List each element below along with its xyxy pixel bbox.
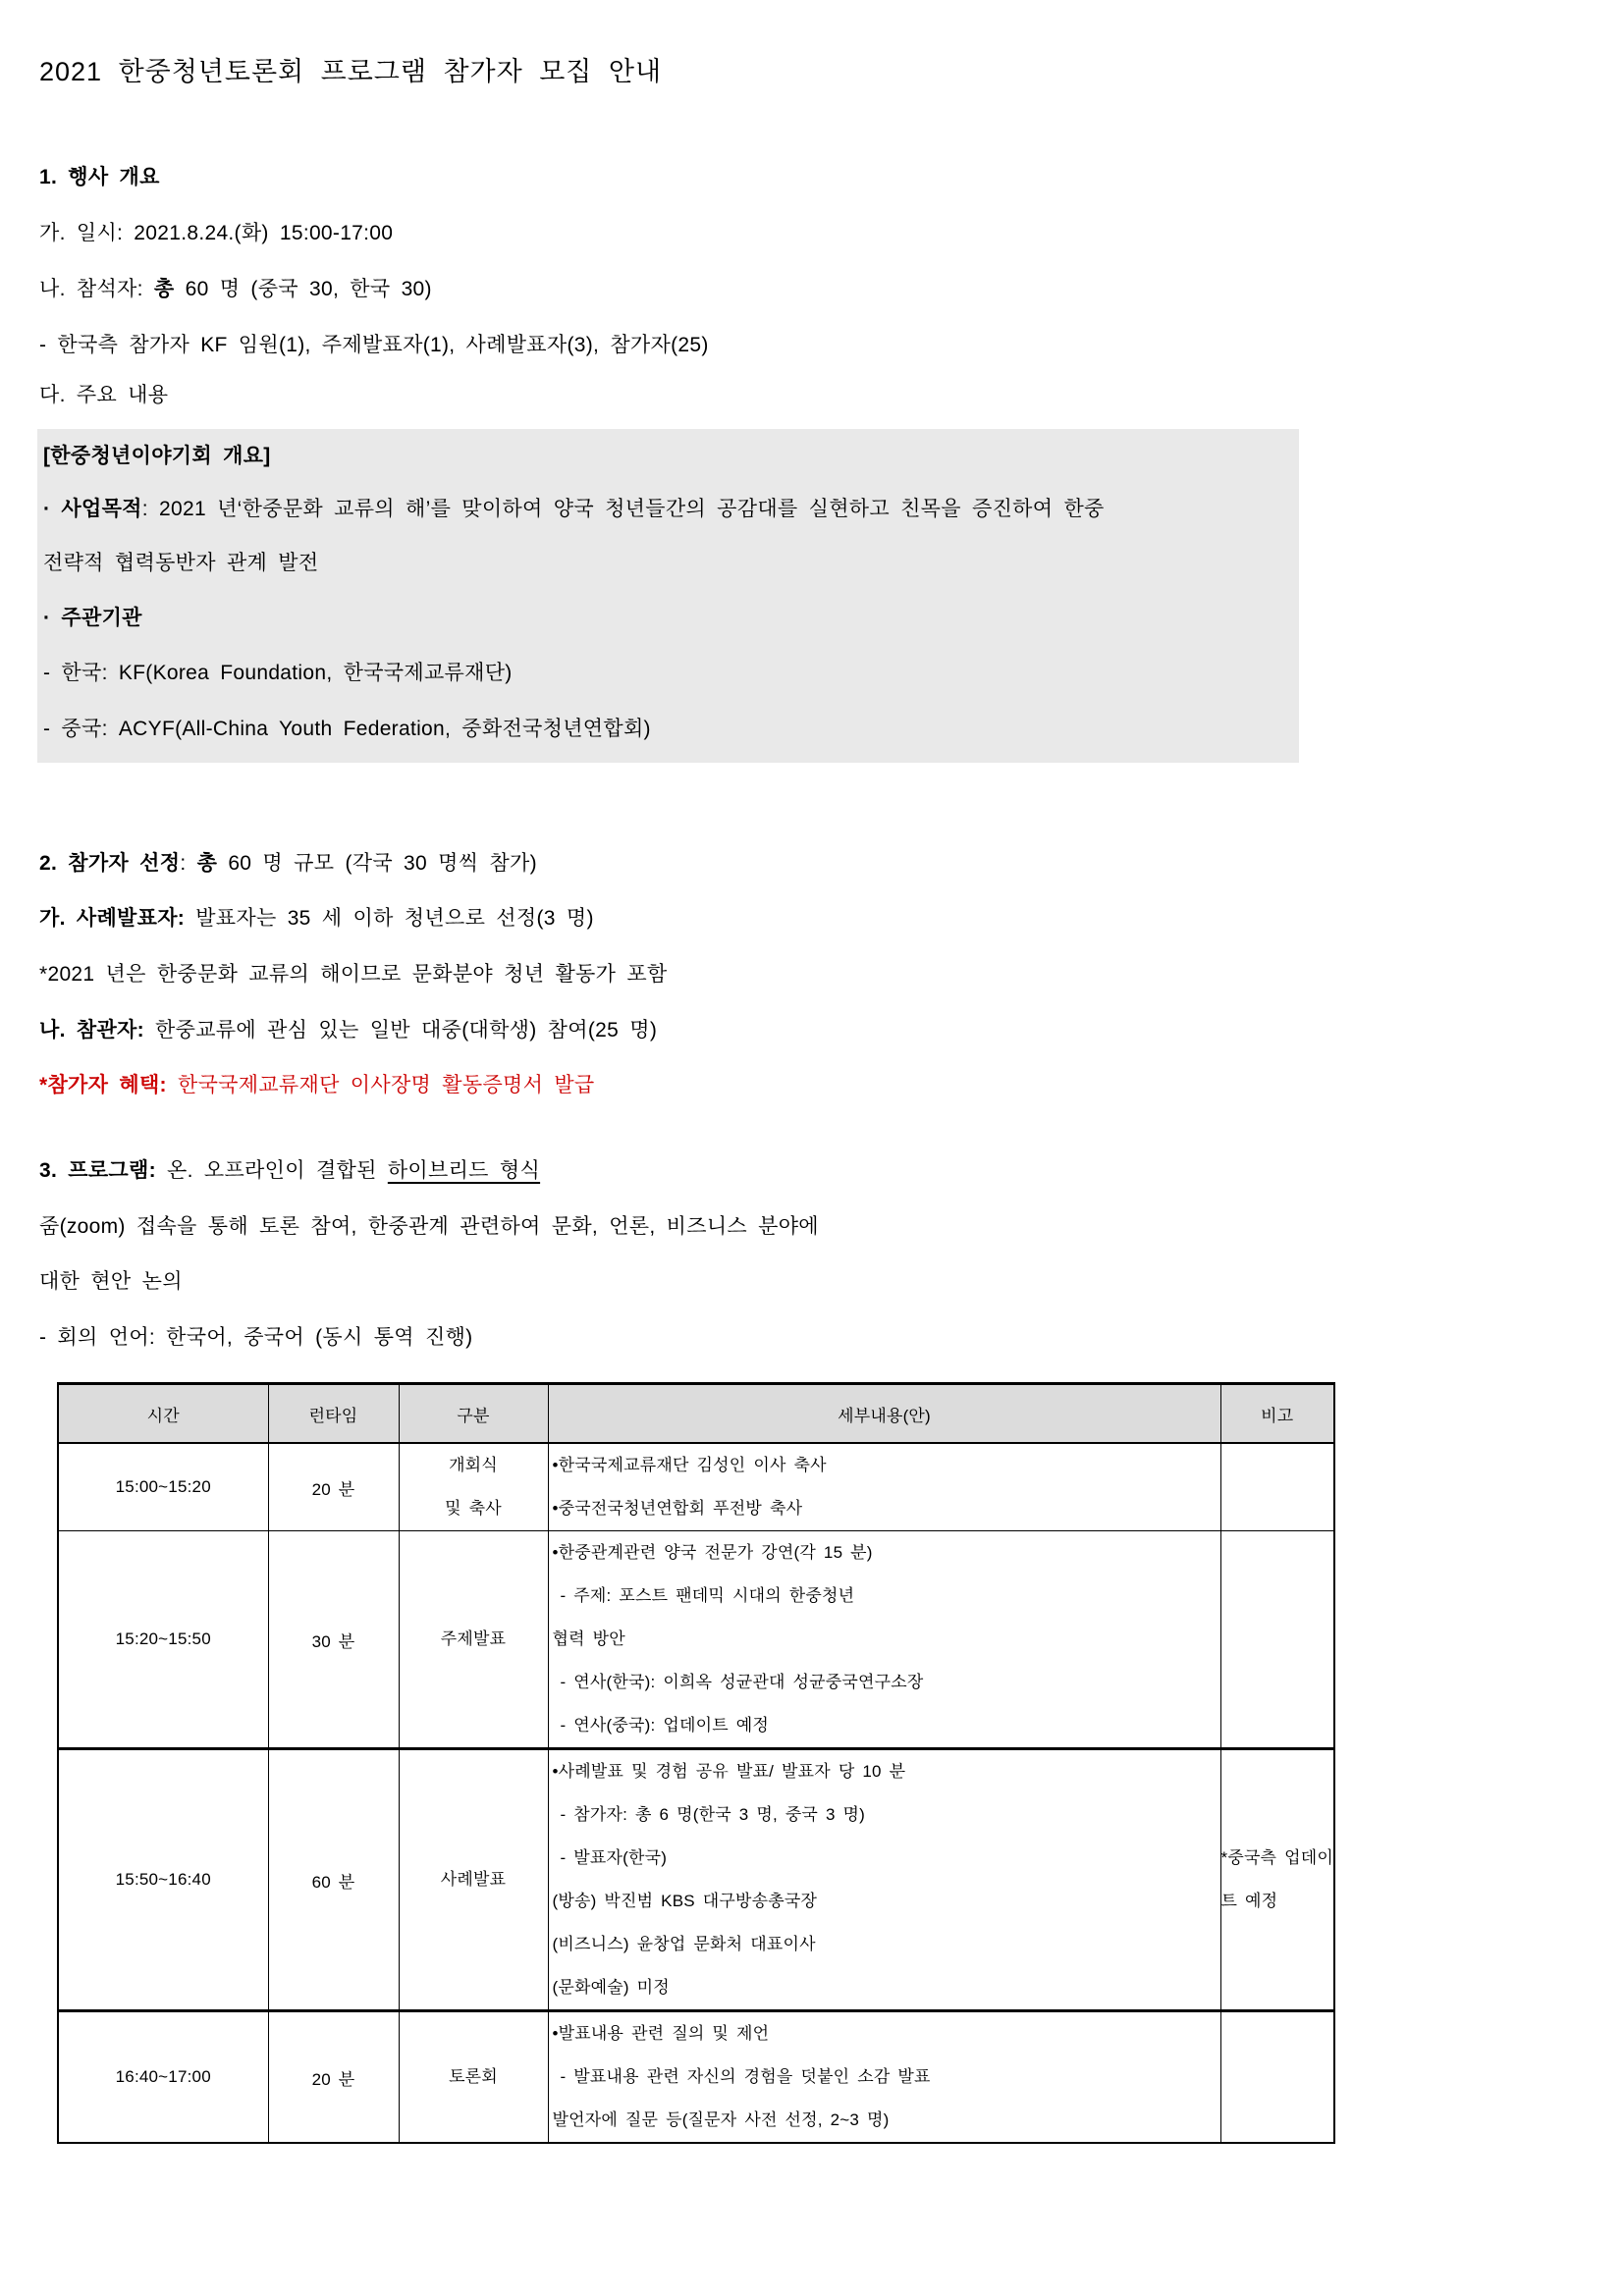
runtime-cell: 20 분	[268, 1443, 399, 1531]
meeting-language-line: - 회의 언어: 한국어, 중국어 (동시 통역 진행)	[39, 1326, 473, 1349]
event-date-line: 가. 일시: 2021.8.24.(화) 15:00-17:00	[39, 222, 394, 244]
korean-side-line: - 한국측 참가자 KF 임원(1), 주제발표자(1), 사례발표자(3), 참가자(25)	[39, 334, 709, 356]
organizer-label: · 주관기관	[43, 607, 142, 629]
observer-label: 나. 참관자:	[39, 1019, 144, 1041]
runtime-cell: 20 분	[268, 2011, 399, 2144]
detail-line: - 연사(중국): 업데이트 예정	[560, 1716, 769, 1735]
agenda-discussion-line: 대한 현안 논의	[39, 1270, 183, 1293]
overview-box-title: [한중청년이야기회 개요]	[43, 445, 271, 467]
section-3-heading-mid: 온. 오프라인이 결합된	[155, 1159, 388, 1182]
observer-text: 한중교류에 관심 있는 일반 대중(대학생) 참여(25 명)	[143, 1019, 658, 1041]
detail-line: (비즈니스) 윤창업 문화처 대표이사	[552, 1935, 816, 1953]
detail-line: - 발표자(한국)	[560, 1848, 668, 1867]
header-time: 시간	[58, 1384, 268, 1444]
table-row	[58, 1531, 1334, 1749]
purpose-line	[43, 496, 1105, 522]
time-cell: 15:20~15:50	[58, 1531, 268, 1749]
benefit-text: 한국국제교류재단 이사장명 활동증명서 발급	[166, 1074, 595, 1096]
culture-note-line: *2021 년은 한중문화 교류의 해이므로 문화분야 청년 활동가 포함	[39, 963, 668, 986]
table-row	[58, 1749, 1334, 2011]
section-2-heading-rest: 60 명 규모 (각국 30 명씩 참가)	[217, 852, 537, 875]
purpose-text: : 2021 년‘한중문화 교류의 해’를 맞이하여 양국 청년들간의 공감대를 실현하고 친목을 증진하여 한중	[141, 498, 1105, 520]
category-line: 개회식	[449, 1456, 498, 1474]
section-3-heading-bold: 3. 프로그램:	[39, 1159, 156, 1182]
table-row	[58, 2011, 1334, 2144]
page-title: 2021 한중청년토론회 프로그램 참가자 모집 안내	[39, 57, 663, 86]
observer-line	[39, 1017, 657, 1043]
category-line: 주제발표	[440, 1629, 507, 1648]
category-cell	[399, 2011, 548, 2144]
detail-line: - 주제: 포스트 팬데믹 시대의 한중청년	[560, 1586, 855, 1605]
section-3-heading	[39, 1157, 540, 1184]
detail-line: 협력 방안	[552, 1629, 625, 1648]
detail-line: •중국전국청년연합회 푸전방 축사	[552, 1499, 803, 1518]
detail-line: (방송) 박진범 KBS 대구방송총국장	[552, 1892, 818, 1910]
category-line: 토론회	[449, 2067, 498, 2086]
schedule-table	[57, 1382, 1335, 2144]
details-cell	[548, 1749, 1220, 2011]
table-row	[58, 1443, 1334, 1531]
detail-line: •한국국제교류재단 김성인 이사 축사	[552, 1456, 827, 1474]
header-note: 비고	[1220, 1384, 1334, 1444]
runtime-cell: 30 분	[268, 1531, 399, 1749]
category-line: 및 축사	[445, 1499, 502, 1518]
case-presenter-label: 가. 사례발표자:	[39, 907, 186, 930]
section-2-total-bold: 총	[196, 852, 218, 875]
purpose-label: · 사업목적	[43, 498, 142, 520]
main-content-line: 다. 주요 내용	[39, 384, 169, 406]
header-details: 세부내용(안)	[548, 1384, 1220, 1444]
organizer-china: - 중국: ACYF(All-China Youth Federation, 중화전국청년연합회)	[43, 718, 651, 740]
organizer-korea: - 한국: KF(Korea Foundation, 한국국제교류재단)	[43, 662, 513, 684]
header-runtime: 런타임	[268, 1384, 399, 1444]
section-2-heading-colon: :	[180, 852, 197, 875]
case-presenter-text: 발표자는 35 세 이하 청년으로 선정(3 명)	[185, 907, 594, 930]
overview-box	[37, 429, 1299, 763]
case-presenter-line	[39, 905, 594, 932]
note-cell	[1220, 1531, 1334, 1749]
detail-line: •발표내용 관련 질의 및 제언	[552, 2024, 770, 2043]
detail-line: - 연사(한국): 이희옥 성균관대 성균중국연구소장	[560, 1673, 924, 1691]
category-line: 사례발표	[440, 1870, 507, 1889]
category-cell	[399, 1443, 548, 1531]
detail-line: •사례발표 및 경험 공유 발표/ 발표자 당 10 분	[552, 1762, 906, 1781]
section-1-heading: 1. 행사 개요	[39, 166, 160, 188]
section-2-heading	[39, 850, 537, 877]
detail-line: •한중관계관련 양국 전문가 강연(각 15 분)	[552, 1543, 873, 1562]
purpose-continuation: 전략적 협력동반자 관계 발전	[43, 552, 319, 574]
note-cell	[1220, 1443, 1334, 1531]
detail-line: 발언자에 질문 등(질문자 사전 선정, 2~3 명)	[552, 2110, 890, 2129]
category-cell	[399, 1531, 548, 1749]
attendees-line	[39, 276, 432, 302]
benefit-label: *참가자 혜택:	[39, 1074, 167, 1096]
runtime-cell: 60 분	[268, 1749, 399, 2011]
details-cell	[548, 2011, 1220, 2144]
attendees-rest: 60 명 (중국 30, 한국 30)	[174, 278, 432, 300]
detail-line: (문화예술) 미정	[552, 1978, 670, 1997]
table-header-row	[58, 1384, 1334, 1444]
time-cell: 15:00~15:20	[58, 1443, 268, 1531]
section-2-heading-bold: 2. 참가자 선정	[39, 852, 181, 875]
note-cell	[1220, 2011, 1334, 2144]
attendees-total-bold: 총	[153, 278, 175, 300]
zoom-participation-line: 줌(zoom) 접속을 통해 토론 참여, 한중관계 관련하여 문화, 언론, 비즈니스 분야에	[39, 1215, 819, 1238]
hybrid-format-underlined: 하이브리드 형식	[387, 1159, 541, 1182]
header-category: 구분	[399, 1384, 548, 1444]
time-cell: 15:50~16:40	[58, 1749, 268, 2011]
note-cell: *중국측 업데이트 예정	[1220, 1749, 1334, 2011]
detail-line: - 참가자: 총 6 명(한국 3 명, 중국 3 명)	[560, 1805, 866, 1824]
details-cell	[548, 1531, 1220, 1749]
attendees-prefix: 나. 참석자:	[39, 278, 154, 300]
benefit-line	[39, 1072, 595, 1098]
time-cell: 16:40~17:00	[58, 2011, 268, 2144]
detail-line: - 발표내용 관련 자신의 경험을 덧붙인 소감 발표	[560, 2067, 931, 2086]
category-cell	[399, 1749, 548, 2011]
details-cell	[548, 1443, 1220, 1531]
